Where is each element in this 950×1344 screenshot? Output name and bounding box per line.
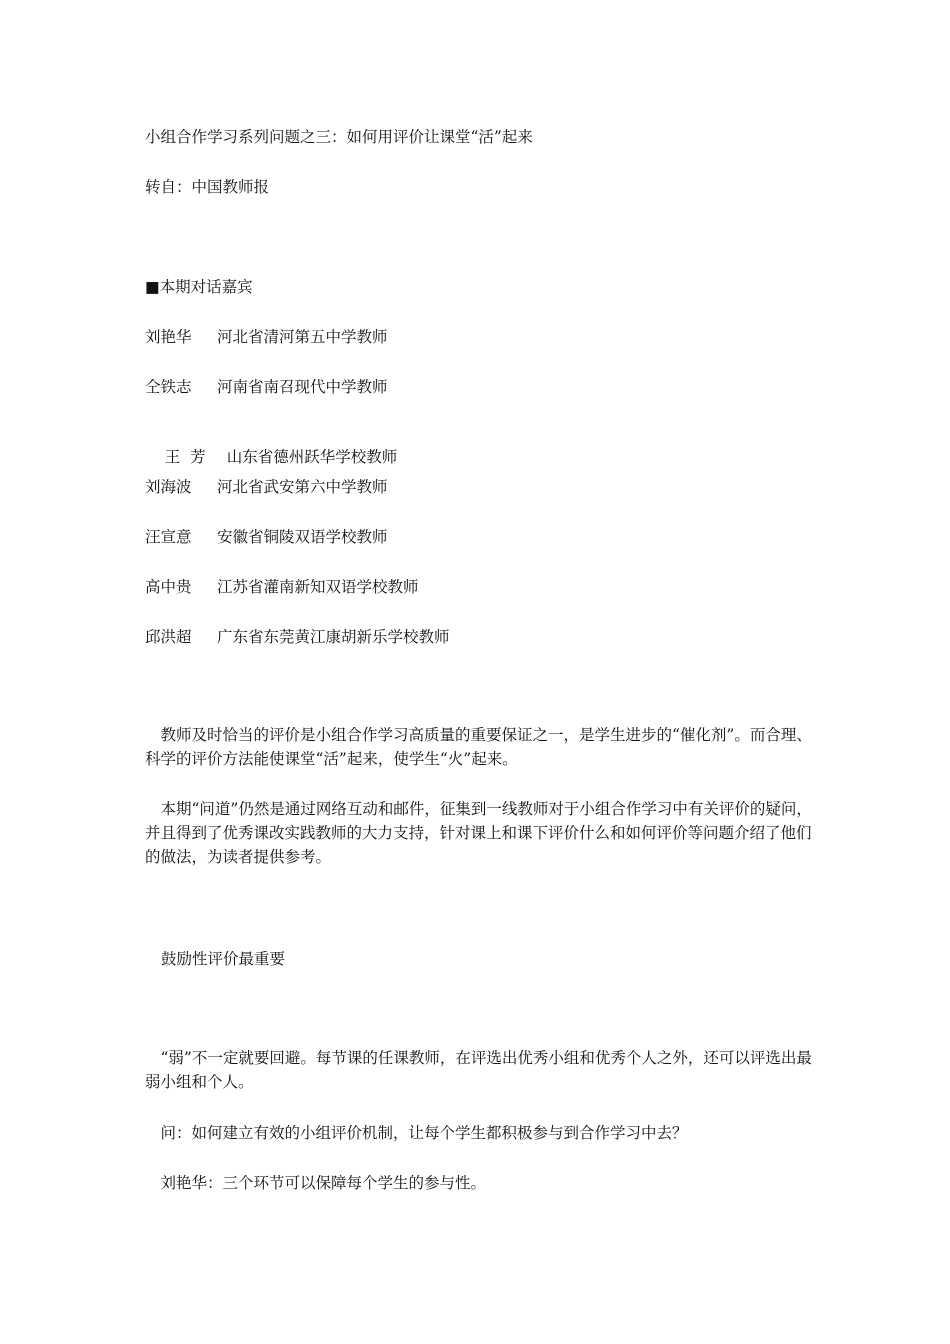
guest-item <box>145 327 388 347</box>
question-paragraph: 问：如何建立有效的小组评价机制，让每个学生都积极参与到合作学习中去？ <box>160 1124 688 1142</box>
guest-affiliation: 安徽省铜陵双语学校教师 <box>217 528 388 546</box>
body-paragraph: “弱”不一定就要回避。每节课的任课教师，在评选出优秀小组和优秀个人之外，还可以评选出最弱小组和个人。 <box>145 1049 812 1091</box>
guest-name: 仝铁志 <box>145 378 192 396</box>
guest-item <box>145 377 388 397</box>
intro-paragraph: 教师及时恰当的评价是小组合作学习高质量的重要保证之一，是学生进步的“催化剂”。而合理、科学的评价方法能使课堂“活”起来，使学生“火”起来。 <box>145 726 812 768</box>
document-title: 小组合作学习系列问题之三：如何用评价让课堂“活”起来 <box>145 128 533 146</box>
guest-item <box>145 477 388 497</box>
guest-name: 刘海波 <box>145 478 192 496</box>
guest-name: 邱洪超 <box>145 628 192 646</box>
intro-paragraph: 本期“问道”仍然是通过网络互动和邮件，征集到一线教师对于小组合作学习中有关评价的疑问，并且得到了优秀课改实践教师的大力支持，针对课上和课下评价什么和如何评价等问题介绍了他们的做法，为读者提供参考。 <box>145 800 812 866</box>
section-heading: 鼓励性评价最重要 <box>161 950 286 968</box>
guest-name: 刘艳华 <box>145 328 192 346</box>
answer-paragraph: 刘艳华：三个环节可以保障每个学生的参与性。 <box>160 1174 487 1192</box>
guest-affiliation: 山东省德州跃华学校教师 <box>226 448 398 466</box>
guest-affiliation: 江苏省灌南新知双语学校教师 <box>217 578 419 596</box>
guest-name: 高中贵 <box>145 578 192 596</box>
source-line: 转自：中国教师报 <box>145 178 270 196</box>
guest-item <box>145 627 450 647</box>
guest-affiliation: 广东省东莞黄江康胡新乐学校教师 <box>217 628 450 646</box>
guest-affiliation: 河北省清河第五中学教师 <box>217 328 388 346</box>
guest-name: 汪宣意 <box>145 528 192 546</box>
guests-heading: ■本期对话嘉宾 <box>145 278 253 296</box>
guest-name: 王 芳 <box>164 448 206 466</box>
guest-affiliation: 河南省南召现代中学教师 <box>217 378 388 396</box>
guest-item <box>145 527 388 547</box>
guest-item <box>145 577 419 597</box>
guest-affiliation: 河北省武安第六中学教师 <box>217 478 388 496</box>
